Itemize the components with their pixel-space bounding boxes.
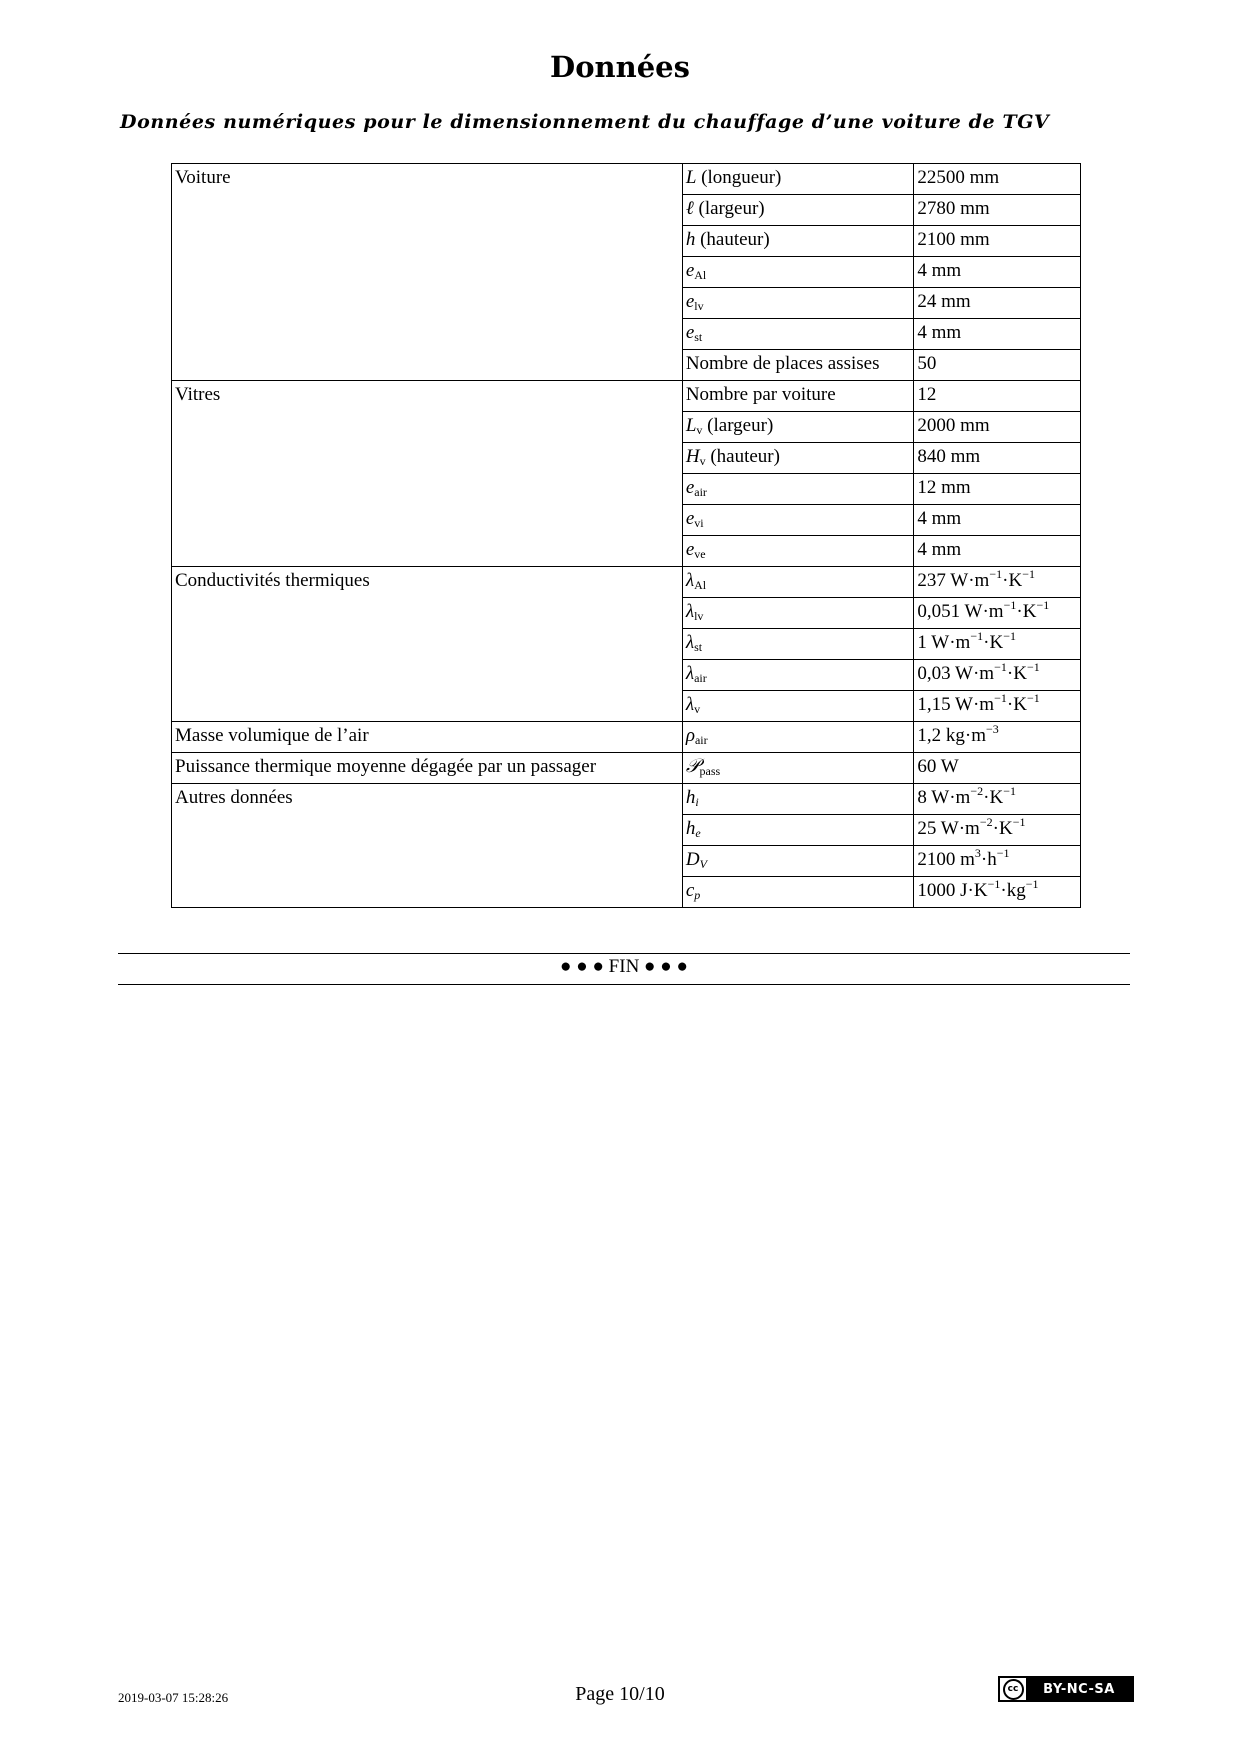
value-cell: 2780 mm bbox=[914, 195, 1081, 226]
symbol-cell: $\lambda_{lv}$ bbox=[682, 598, 914, 629]
symbol-cell: $h_e$ bbox=[682, 815, 914, 846]
table-row bbox=[172, 381, 1081, 412]
symbol-cell: $\lambda_{air}$ bbox=[682, 660, 914, 691]
fin-marker: ● ● ● FIN ● ● ● bbox=[560, 956, 688, 977]
value-cell: 4 mm bbox=[914, 536, 1081, 567]
table-row bbox=[172, 722, 1081, 753]
symbol-cell: $L_v$ (largeur) bbox=[682, 412, 914, 443]
category-voiture: Voiture bbox=[172, 164, 683, 381]
footer-page-number: Page 10/10 bbox=[575, 1683, 665, 1705]
value-cell: 1,2 $kg\cdot m^{-3}$ bbox=[914, 722, 1081, 753]
fin-divider-top bbox=[118, 953, 1130, 954]
footer-timestamp: 2019-03-07 15:28:26 bbox=[118, 1690, 229, 1705]
value-cell: 2000 mm bbox=[914, 412, 1081, 443]
symbol-cell: $c_p$ bbox=[682, 877, 914, 908]
fin-divider-bottom bbox=[118, 984, 1130, 985]
value-cell: 840 mm bbox=[914, 443, 1081, 474]
table-caption: Données numériques pour le dimensionnement du chauffage d’une voiture de TGV bbox=[120, 111, 1050, 133]
value-cell: 25 $W\cdot m^{-2}\cdot K^{-1}$ bbox=[914, 815, 1081, 846]
value-cell: 237 $W\cdot m^{-1}\cdot K^{-1}$ bbox=[914, 567, 1081, 598]
creative-commons-icon: cc bbox=[1000, 1678, 1026, 1700]
symbol-cell: 𝒫$_{pass}$ bbox=[682, 753, 914, 784]
symbol-cell: $e_{air}$ bbox=[682, 474, 914, 505]
symbol-cell: $H_v$ (hauteur) bbox=[682, 443, 914, 474]
value-cell: 12 bbox=[914, 381, 1081, 412]
symbol-cell: ℓ (largeur) bbox=[682, 195, 914, 226]
value-cell: 0,051 $W\cdot m^{-1}\cdot K^{-1}$ bbox=[914, 598, 1081, 629]
value-cell: 12 mm bbox=[914, 474, 1081, 505]
symbol-cell: $e_{lv}$ bbox=[682, 288, 914, 319]
table-row bbox=[172, 567, 1081, 598]
table-row bbox=[172, 753, 1081, 784]
value-cell: 8 $W\cdot m^{-2}\cdot K^{-1}$ bbox=[914, 784, 1081, 815]
symbol-cell: $\lambda_{Al}$ bbox=[682, 567, 914, 598]
value-cell: 0,03 $W\cdot m^{-1}\cdot K^{-1}$ bbox=[914, 660, 1081, 691]
value-cell: 22500 mm bbox=[914, 164, 1081, 195]
value-cell: 1,15 $W\cdot m^{-1}\cdot K^{-1}$ bbox=[914, 691, 1081, 722]
value-cell: 2100 $m^3\cdot h^{-1}$ bbox=[914, 846, 1081, 877]
symbol-cell: $\lambda_v$ bbox=[682, 691, 914, 722]
symbol-cell: $\lambda_{st}$ bbox=[682, 629, 914, 660]
value-cell: 4 mm bbox=[914, 505, 1081, 536]
category-vitres: Vitres bbox=[172, 381, 683, 567]
value-cell: 60 W bbox=[914, 753, 1081, 784]
page-title: Données bbox=[550, 50, 690, 84]
license-badge bbox=[998, 1676, 1134, 1702]
symbol-cell: $e_{Al}$ bbox=[682, 257, 914, 288]
symbol-cell: $h_i$ bbox=[682, 784, 914, 815]
data-table bbox=[171, 163, 1081, 908]
value-cell: 24 mm bbox=[914, 288, 1081, 319]
symbol-cell: L (longueur) bbox=[682, 164, 914, 195]
value-cell: 4 mm bbox=[914, 319, 1081, 350]
category-autres: Autres données bbox=[172, 784, 683, 908]
category-puissance: Puissance thermique moyenne dégagée par un passager bbox=[172, 753, 683, 784]
value-cell: 4 mm bbox=[914, 257, 1081, 288]
symbol-cell: $e_{st}$ bbox=[682, 319, 914, 350]
table-row bbox=[172, 164, 1081, 195]
symbol-cell: $D_V$ bbox=[682, 846, 914, 877]
category-masse-volumique: Masse volumique de l’air bbox=[172, 722, 683, 753]
symbol-cell: Nombre par voiture bbox=[682, 381, 914, 412]
value-cell: 50 bbox=[914, 350, 1081, 381]
license-label: BY-NC-SA bbox=[1026, 1678, 1132, 1700]
symbol-cell: Nombre de places assises bbox=[682, 350, 914, 381]
value-cell: 1000 $J\cdot K^{-1}\cdot kg^{-1}$ bbox=[914, 877, 1081, 908]
symbol-cell: $\rho_{air}$ bbox=[682, 722, 914, 753]
symbol-cell: h (hauteur) bbox=[682, 226, 914, 257]
table-row bbox=[172, 784, 1081, 815]
value-cell: 2100 mm bbox=[914, 226, 1081, 257]
value-cell: 1 $W\cdot m^{-1}\cdot K^{-1}$ bbox=[914, 629, 1081, 660]
symbol-cell: $e_{ve}$ bbox=[682, 536, 914, 567]
category-conductivites: Conductivités thermiques bbox=[172, 567, 683, 722]
symbol-cell: $e_{vi}$ bbox=[682, 505, 914, 536]
